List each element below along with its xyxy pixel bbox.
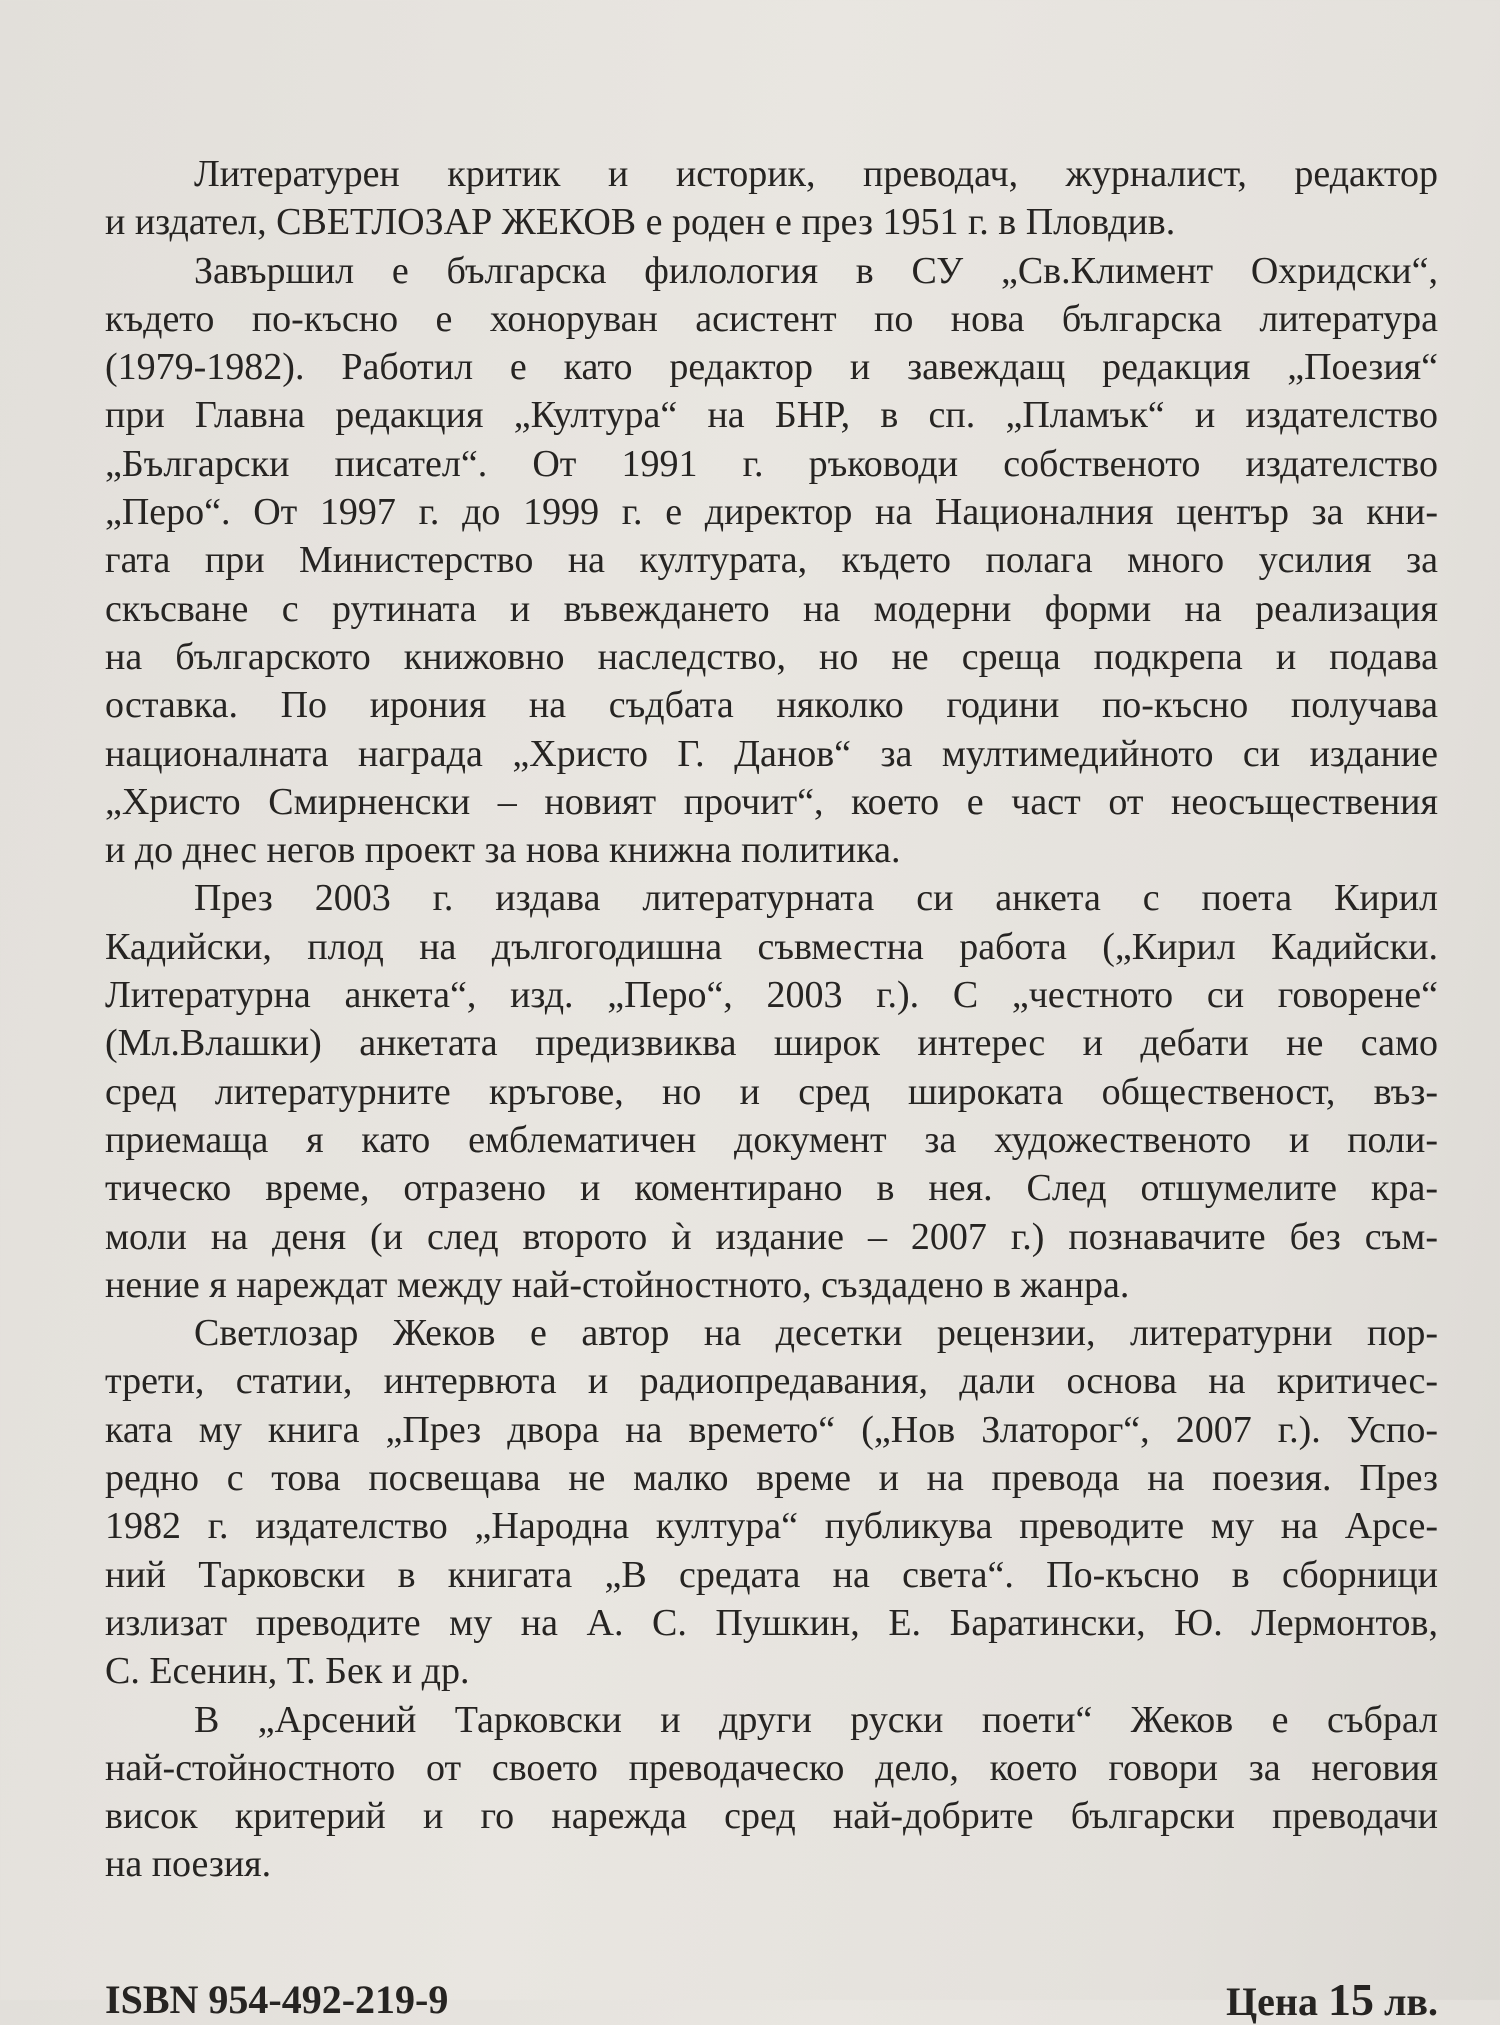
isbn: ISBN 954-492-219-9 [105,1977,449,2022]
price-value: 15 [1327,1974,1374,2025]
text-line: излизат преводите му на А. С. Пушкин, Е. Баратински, Ю. Лермонтов, [105,1601,1438,1644]
text-line: „Перо“. От 1997 г. до 1999 г. е директор на Националния център за кни- [105,491,1438,534]
text-line: ката му книга „През двора на времето“ („Нов Златорог“, 2007 г.). Успо- [105,1408,1438,1451]
text-line: и издател, СВЕТЛОЗАР ЖЕКОВ е роден е през 1951 г. в Пловдив. [105,201,1176,244]
text-line: Завършил е българска филология в СУ „Св.Климент Охридски“, [194,249,1438,292]
text-line: (1979-1982). Работил е като редактор и завеждащ редакция „Поезия“ [105,346,1438,389]
paragraph [105,247,1438,875]
text-line: трети, статии, интервюта и радиопредавания, дали основа на критичес- [105,1360,1438,1403]
paragraph [105,1696,1438,1889]
price-label: Цена [1226,1979,1318,2024]
text-line: Литературна анкета“, изд. „Перо“, 2003 г.). С „честното си говорене“ [105,974,1438,1017]
text-line: най-стойностното от своето преводаческо дело, което говори за неговия [105,1746,1438,1789]
text-line: тическо време, отразено и коментирано в нея. След отшумелите кра- [105,1167,1438,1210]
text-line: (Мл.Влашки) анкетата предизвиква широк интерес и дебати не само [105,1022,1438,1065]
text-line: висок критерий и го нарежда сред най-добрите български преводачи [105,1795,1438,1838]
text-line: ний Тарковски в книгата „В средата на света“. По-късно в сборници [105,1553,1438,1596]
text-line: „Христо Смирненски – новият прочит“, което е част от неосъществения [105,780,1438,823]
text-line: сред литературните кръгове, но и сред широката общественост, въз- [105,1070,1438,1113]
paragraph [105,1309,1438,1695]
price-unit: лв. [1383,1979,1438,2024]
text-line: на българското книжовно наследство, но не среща подкрепа и подава [105,635,1438,678]
text-line: 1982 г. издателство „Народна култура“ публикува преводите му на Арсе- [105,1505,1438,1548]
text-line: Светлозар Жеков е автор на десетки рецензии, литературни пор- [194,1312,1438,1355]
text-line: на поезия. [105,1843,272,1886]
text-line: редно с това посвещава не малко време и на превода на поезия. През [105,1457,1438,1500]
text-line: Литературен критик и историк, преводач, журналист, редактор [194,153,1438,195]
text-line: нение я нареждат между най-стойностното, създадено в жанра. [105,1263,1130,1306]
text-line: „Български писател“. От 1991 г. ръководи собственото издателство [105,442,1438,485]
text-line: С. Есенин, Т. Бек и др. [105,1650,470,1693]
text-line: моли на деня (и след второто ѝ издание – 2007 г.) познавачите без съм- [105,1215,1438,1258]
price [1226,1974,1438,2025]
back-cover-text [105,150,1438,1889]
paragraph [105,150,1438,247]
text-line: Кадийски, плод на дългогодишна съвместна работа („Кирил Кадийски. [105,925,1438,968]
text-line: гата при Министерство на културата, където полага много усилия за [105,539,1438,582]
text-line: оставка. По ирония на съдбата няколко години по-късно получава [105,684,1438,727]
text-line: приемаща я като емблематичен документ за художественото и поли- [105,1118,1438,1161]
text-line: и до днес негов проект за нова книжна политика. [105,829,901,872]
text-line: През 2003 г. издава литературната си анкета с поета Кирил [194,877,1438,920]
text-line: националната награда „Христо Г. Данов“ за мултимедийното си издание [105,732,1438,775]
text-line: скъсване с рутината и въвеждането на модерни форми на реализация [105,587,1438,630]
paragraph [105,874,1438,1309]
text-line: където по-късно е хоноруван асистент по нова българска литература [105,297,1438,340]
text-line: при Главна редакция „Култура“ на БНР, в сп. „Пламък“ и издателство [105,394,1438,437]
text-line: В „Арсений Тарковски и други руски поети“ Жеков е събрал [194,1698,1438,1741]
